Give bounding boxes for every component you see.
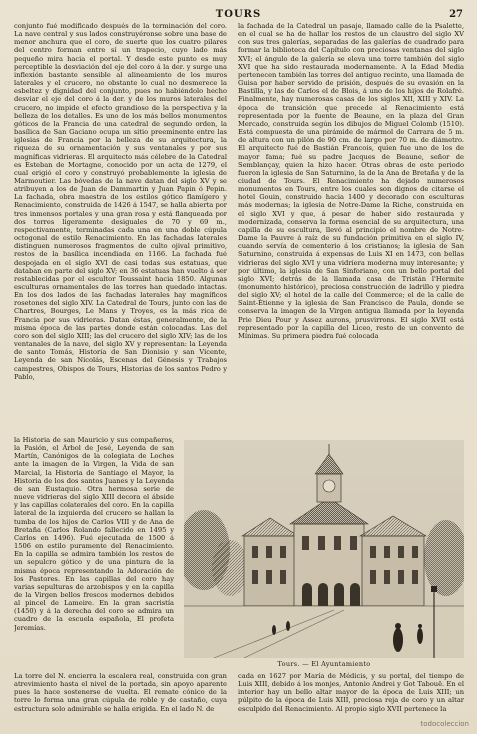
paragraph-bottom-left: La torre del N. encierra la escalera real, construida con gran atrevimiento hasta el nivel de la portada, sin apoyo aparente pues la hace sostenerse de vuelta. El remate cónico de la torre lo forma una gran cúpula de roble y de castaño, cuya estructura solo admirable se halla erigida. En el lado N. de: [14, 672, 227, 713]
text-column-bottom-left: [14, 672, 227, 728]
text-column-right-top: [238, 22, 464, 436]
paragraph-right-top: la fachada de la Catedral un pasaje, llamado calle de la Psalette, en el cual se ha de hallar los restos de un claustro del siglo XV con sus tres galerías, separadas de las galerías de cuadrado para formar la biblioteca del Capítulo con preciosas ventanas del siglo XVI; el ángulo de la galería se eleva una torre también del siglo XVI que ha sido restaurada modernamente. A la Edad Media pertenecen también las torres del antiguo recinto, una llamada de Guisa por haber servido de prisión, después de su evasión en la Bastilla, y las de Carlos el de Blois, á uno de los hijos de Rolafré. Finalmente, hay numerosas casas de los siglos XII, XIII y XIV. La época de transición que precede al Renacimiento está representada por la fuente de Beaune, en la plaza del Gran Mercado, construida según los dibujos de Miguel Colomb (1510). Está compuesta de una pirámide de mármol de Carrara de 5 m. de altura con un pilón de 90 cm. de largo por 70 m. de diámetro. El arquitecto fué de Bastián Francois, quien fue uno de los de mayor fama; fué su padre Jacques de Beaune, señor de Semblançay, quien la hizo hacer. Otras obras de este periodo fueron la iglesia de San Saturnino, la de la Ana de Bretaña y de la ciudad de Tours. El Renacimiento ha dejado numerosos monumentos en Tours, entre los cuales son dignos de citarse el hotel Gouin, construido hacia 1400 y decorado con esculturas más modernas; la iglesia de Notre-Dame la Riche, construida en el siglo XVI y que, á pesar de haber sido restaurada y modernizada, conserva la forma esencial de su arquitectura, una capilla de su escultura, llevó al principio el nombre de Notre-Dame la Pauvre á raíz de su fundación primitiva en el siglo IV, cuando servía de cementerio á los cristianos; la iglesia de San Saturnino, construida á expensas de Luis XI en 1473, con bellas vidrieras del siglo XVI y una vidriera moderna muy interesante; y por último, la iglesia de San Sinforiano, con un bello portal del siglo XVI; detrás de la llamada casa de Tristán l'Hermite (monumento histórico), preciosa construcción de ladrillo y piedra del siglo XV; el hotel de la calle del Commerce; el de la calle de Saint-Étienne y la iglesia de San Francisco de Paula, donde se conserva la imagen de la Virgen antigua llamada por la leyenda Prie Dieu Pour y Assez aurons, prusvirrons. El siglo XVII está representado por la capilla del Liceo, resto de un convento de Mínimas. Su primera piedra fué colocada: [238, 22, 464, 340]
engraving-figure: [184, 440, 464, 668]
figure-caption: Tours. — El Ayuntamiento: [277, 660, 371, 668]
paragraph-left-bottom: la Historia de san Mauricio y sus compañeros, la Pasión, el Árbol de Jesé, Leyenda de san Martín, Canónigos de la colegiata de Loches ante la imagen de la Virgen, la Vida de san Marcial, la Historia de Santiago el Mayor, la Historia de los dos santos Juanes y la Leyenda de san Eustaquio. Otra hermosa serie de nueve vidrieras del siglo XIII decora el ábside y las capillas colaterales del coro. En la capilla lateral de la izquierda del crucero se hallan la tumba de los hijos de Carlos VIII y de Ana de Bretaña (Carlos Rolando fallecido en 1495 y Carlos en 1496). Fué ejecutada de 1500 á 1506 en estilo puramente del Renacimiento. En la capilla se admira también los restos de un sepulcro gótico y de una pintura de la misma época representando la Adoración de los Pastores. En las capillas del coro hay varias sepulturas de arzobispos y en la capilla de la Virgen bellos frescos modernos debidos al pincel de Lameire. En la gran sacristía (1450) y á la derecha del coro se admira un cuadro de la escuela española, El profeta Jeremías.: [14, 436, 174, 632]
town-hall-engraving: [184, 440, 464, 658]
running-header-title: TOURS: [215, 9, 262, 20]
page-number: 27: [449, 9, 463, 20]
text-column-left-bottom: [14, 436, 174, 672]
text-column-left-top: [14, 22, 227, 436]
paragraph-left-top: conjunto fué modificado después de la terminación del coro. La nave central y sus lados construyéronse sobre una base de menor anchura que el coro, de suerte que los cuatro pilares del centro forman entre sí un trapecio, cuyo lado más pequeño mira hacia el portal. Y desde este punto es muy perceptible la desviación del eje del coro á la der. y surge una inflexión bastante sensible al alineamiento de los muros laterales y el crucero, no obstante lo cual no desmerece la esbeltez y dignidad del conjunto, pues no habiéndolo hecho desviar el eje del coro á la der. y de los muros laterales del crucero, no impide el efecto grandioso de la perspectiva y la belleza de los detalles. Es uno de los más bellos monumentos góticos de la Francia de una catedral de segundo orden, la basílica de San Gaciano ocupa un sitio preeminente entre las iglesias de Francia por la belleza de su arquitectura, la riqueza de su ornamentación y sus ventanales y por sus magníficas vidrieras. El arquitecto más célebre de la Catedral es Esteban de Mortagne, conocido por un acta de 1279, el cual erigió el coro y construyó probablemente la iglesia de Marmoutier. Las bóvedas de la nave datan del siglo XV y se atribuyen a los de Juan de Dammartin y Juan Papin ó Pepin. La fachada, obra maestra de los estilos gótico flamígero y Renacimiento, construida de 1426 á 1547, se halla abierta por tres inmensos portales y una gran rosa y está flanqueada por dos torres ligeramente desiguales de 70 y 69 m., respectivamente, terminadas cada una en una doble cúpula octogonal de estilo Renacimiento. En las fachadas laterales distinguen numerosos fragmentos de culto ojival primitivo, restos de la basílica incendiada en 1166. La fachada fué despojada en el siglo XVI de casi todas sus estatuas, que databan en parte del siglo XV; en 36 estatuas han vuelto á ser restablecidas por el escultor Toussaint hacia 1850. Algunas esculturas ornamentales de las torres han quedado intactas. En los dos lados de las fachadas laterales hay magníficos rosetones del siglo XIV. La Catedral de Tours, junto con las de Chartres, Bourges, Le Mans y Troyes, es la más rica de Francia por sus vidrieras. Datan éstas, generalmente, de la misma época de las partes donde están colocadas. Las del coro son del siglo XIII; las del crucero del siglo XIV; las de los ventanales de la nave, del siglo XV y representan: la Leyenda de santo Tomás, Historia de San Dionisio y san Vicente, Leyenda de san Nicolás, Escenas del Génesis y Trabajos campestres, Obispos de Tours, Historias de los santos Pedro y Pablo,: [14, 22, 227, 381]
paragraph-bottom-right: cada en 1627 por María de Médicis, y su portal, del tiempo de Luis XIII, debido á los monjes, Antonio Andrei y Got Tabouë. En el interior hay un bello altar mayor de la época de Luis XIII; un púlpito de la época de Luis XIII, preciosa reja de coro y un altar esculpido del Renacimiento. Al propio siglo XVII pertenece la: [238, 672, 464, 713]
watermark: todocoleccion: [420, 720, 469, 728]
